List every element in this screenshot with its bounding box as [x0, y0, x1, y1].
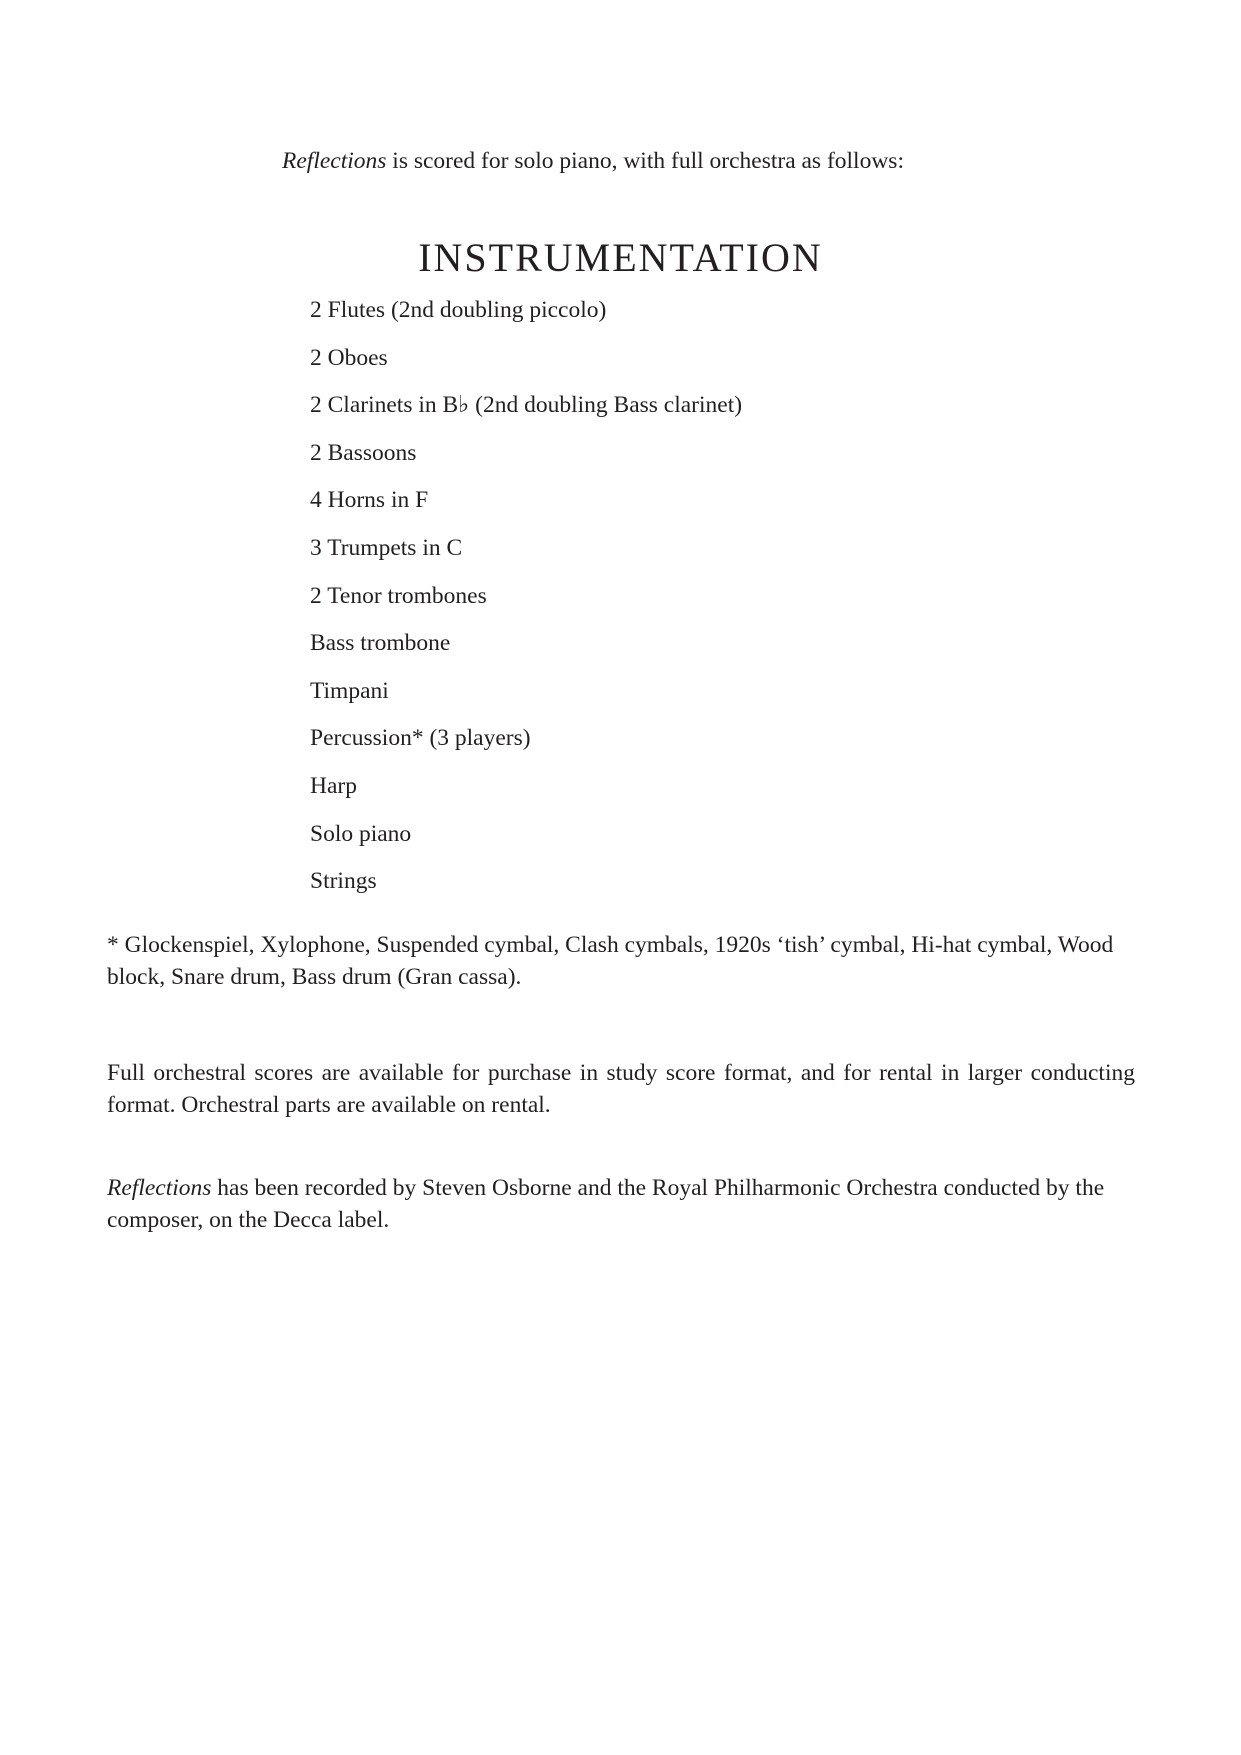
availability-paragraph: Full orchestral scores are available for purchase in study score format, and for rental in larger conducting format. Orchestral parts are available on rental.	[107, 1060, 1135, 1118]
recording-text: has been recorded by Steven Osborne and the Royal Philharmonic Orchestra conducted by the composer, on the Decca label.	[107, 1175, 1105, 1233]
list-item: Percussion* (3 players)	[310, 725, 531, 752]
percussion-footnote: * Glockenspiel, Xylophone, Suspended cymbal, Clash cymbals, 1920s ‘tish’ cymbal, Hi-hat cymbal, Wood block, Snare drum, Bass drum (Gran cassa).	[107, 932, 1114, 990]
intro-line	[282, 148, 904, 175]
recording-paragraph	[107, 1173, 1135, 1236]
list-item: 3 Trumpets in C	[310, 534, 463, 561]
list-item: 2 Clarinets in B♭ (2nd doubling Bass clarinet)	[310, 392, 743, 419]
instrument-list	[310, 296, 742, 915]
work-title: Reflections	[107, 1175, 212, 1201]
list-item: Timpani	[310, 677, 389, 704]
list-item: 2 Flutes (2nd doubling piccolo)	[310, 297, 607, 323]
list-item: Bass trombone	[310, 630, 451, 657]
list-item: 4 Horns in F	[310, 487, 429, 514]
list-item: Solo piano	[310, 820, 412, 847]
list-item: 2 Oboes	[310, 344, 388, 371]
list-item: 2 Tenor trombones	[310, 582, 487, 609]
list-item: 2 Bassoons	[310, 439, 417, 466]
page-title: INSTRUMENTATION	[418, 235, 823, 280]
work-title: Reflections	[282, 148, 387, 174]
list-item: Harp	[310, 772, 357, 799]
intro-text: is scored for solo piano, with full orchestra as follows:	[386, 148, 904, 174]
list-item: Strings	[310, 868, 377, 895]
